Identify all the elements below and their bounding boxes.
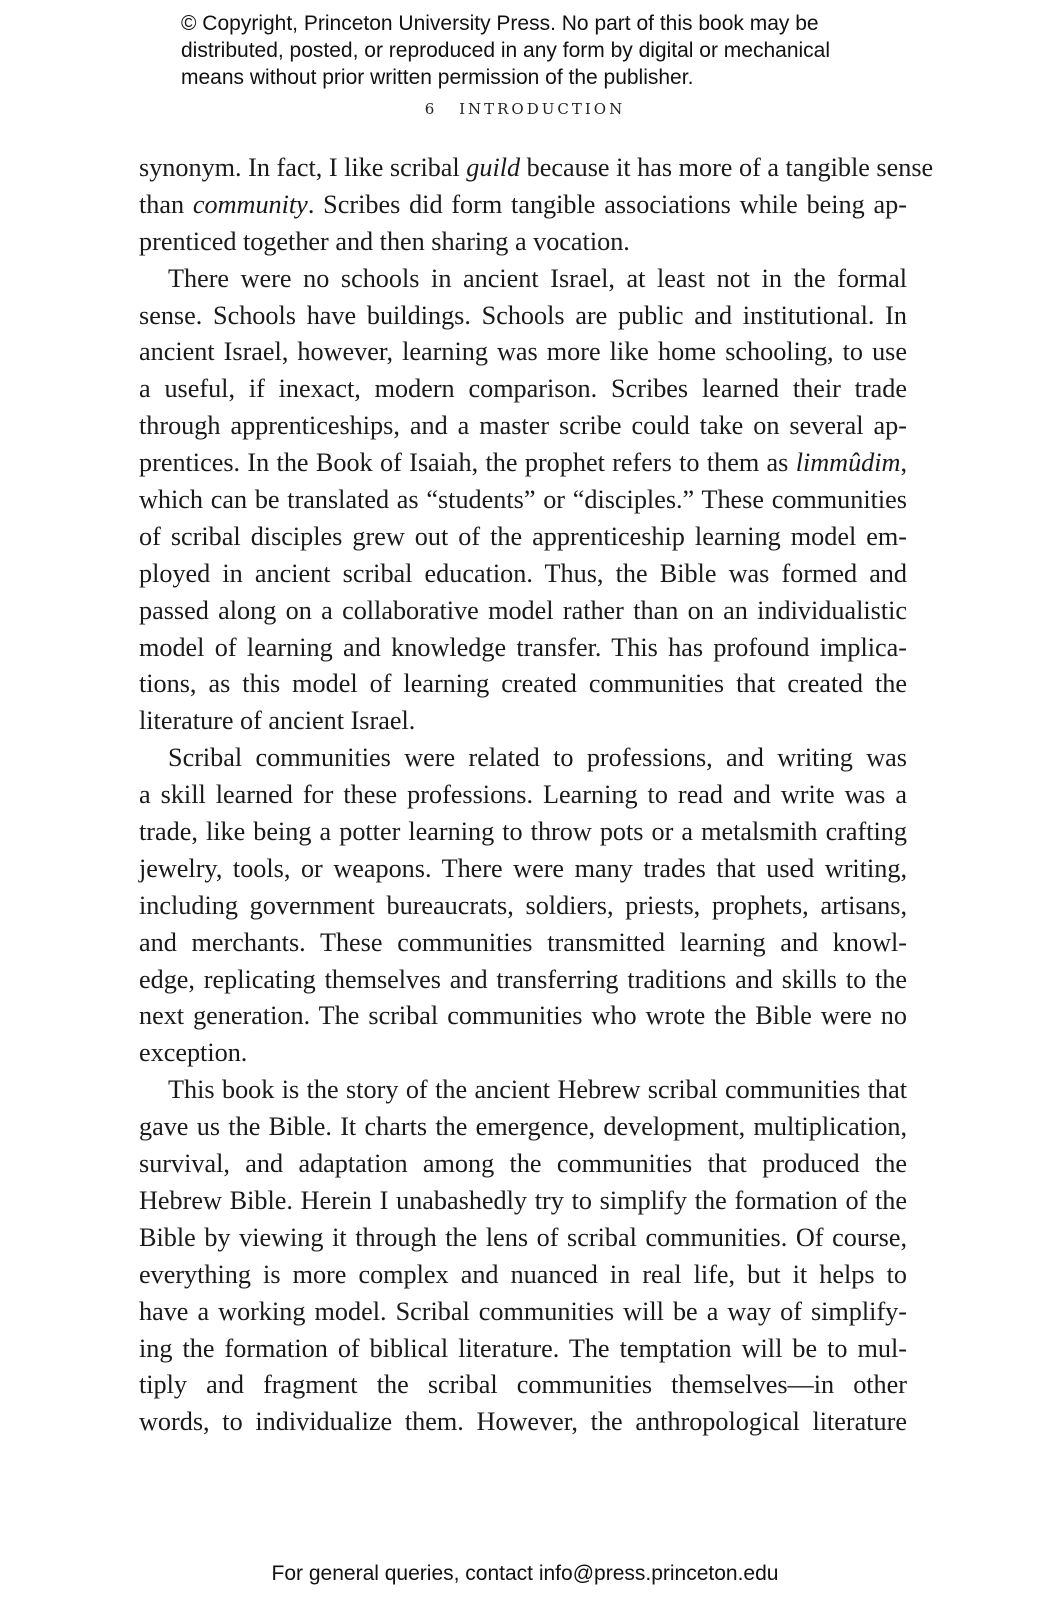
body-text (139, 150, 934, 1441)
text-line: through apprenticeships, and a master scribe could take on several ap- (139, 411, 907, 441)
text-line: passed along on a collaborative model rather than on an individualistic (139, 595, 907, 625)
copyright-line: © Copyright, Princeton University Press. No part of this book may be (181, 12, 819, 35)
text-line: than community. Scribes did form tangible associations while being ap- (139, 189, 907, 219)
text-line: tiply and fragment the scribal communities themselves—in other (139, 1370, 907, 1400)
text-line: and merchants. These communities transmitted learning and knowl- (139, 927, 907, 957)
copyright-line: distributed, posted, or reproduced in any form by digital or mechanical (181, 39, 831, 62)
text-line: ployed in ancient scribal education. Thus, the Bible was formed and (139, 558, 907, 588)
text-line: words, to individualize them. However, the anthropological literature (139, 1407, 907, 1437)
text-line: survival, and adaptation among the communities that produced the (139, 1149, 907, 1179)
copyright-line: means without prior written permission of the publisher. (181, 66, 694, 89)
copyright-notice (181, 10, 941, 91)
text-line: ing the formation of biblical literature. The temptation will be to mul- (139, 1333, 907, 1363)
text-line: model of learning and knowledge transfer. This has profound implica- (139, 632, 907, 662)
text-line: sense. Schools have buildings. Schools are public and institutional. In (139, 300, 907, 330)
text-line: exception. (139, 1038, 248, 1068)
text-line: have a working model. Scribal communities will be a way of simplify- (139, 1296, 907, 1326)
text-line: This book is the story of the ancient Hebrew scribal communities that (168, 1075, 907, 1105)
text-line: Hebrew Bible. Herein I unabashedly try to simplify the formation of the (139, 1185, 907, 1215)
text-line: of scribal disciples grew out of the apprenticeship learning model em- (139, 521, 907, 551)
text-line: including government bureaucrats, soldiers, priests, prophets, artisans, (139, 890, 907, 920)
text-line: everything is more complex and nuanced in real life, but it helps to (139, 1259, 907, 1289)
page-number: 6 (424, 100, 438, 118)
text-line: ancient Israel, however, learning was more like home schooling, to use (139, 337, 907, 367)
text-line: next generation. The scribal communities who wrote the Bible were no (139, 1001, 907, 1031)
text-line: a skill learned for these professions. Learning to read and write was a (139, 780, 907, 810)
text-line: Scribal communities were related to professions, and writing was (168, 743, 907, 773)
text-line: prentices. In the Book of Isaiah, the prophet refers to them as limmûdim, (139, 448, 907, 478)
text-line: gave us the Bible. It charts the emergence, development, multiplication, (139, 1112, 907, 1142)
text-line: a useful, if inexact, modern comparison. Scribes learned their trade (139, 374, 907, 404)
text-line: trade, like being a potter learning to throw pots or a metalsmith crafting (139, 817, 907, 847)
footer-contact: For general queries, contact info@press.princeton.edu (271, 1562, 779, 1585)
text-line: prenticed together and then sharing a vocation. (139, 226, 630, 256)
text-line: tions, as this model of learning created communities that created the (139, 669, 907, 699)
text-line: jewelry, tools, or weapons. There were many trades that used writing, (139, 853, 907, 883)
text-line: There were no schools in ancient Israel, at least not in the formal (168, 263, 907, 293)
text-line: which can be translated as “students” or “disciples.” These communities (139, 485, 907, 515)
text-line: synonym. In fact, I like scribal guild because it has more of a tangible sense (139, 153, 934, 182)
running-head (0, 100, 1050, 118)
text-line: literature of ancient Israel. (139, 706, 416, 736)
text-line: Bible by viewing it through the lens of scribal communities. Of course, (139, 1222, 907, 1252)
text-line: edge, replicating themselves and transferring traditions and skills to the (139, 964, 907, 994)
section-title: INTRODUCTION (459, 100, 626, 118)
